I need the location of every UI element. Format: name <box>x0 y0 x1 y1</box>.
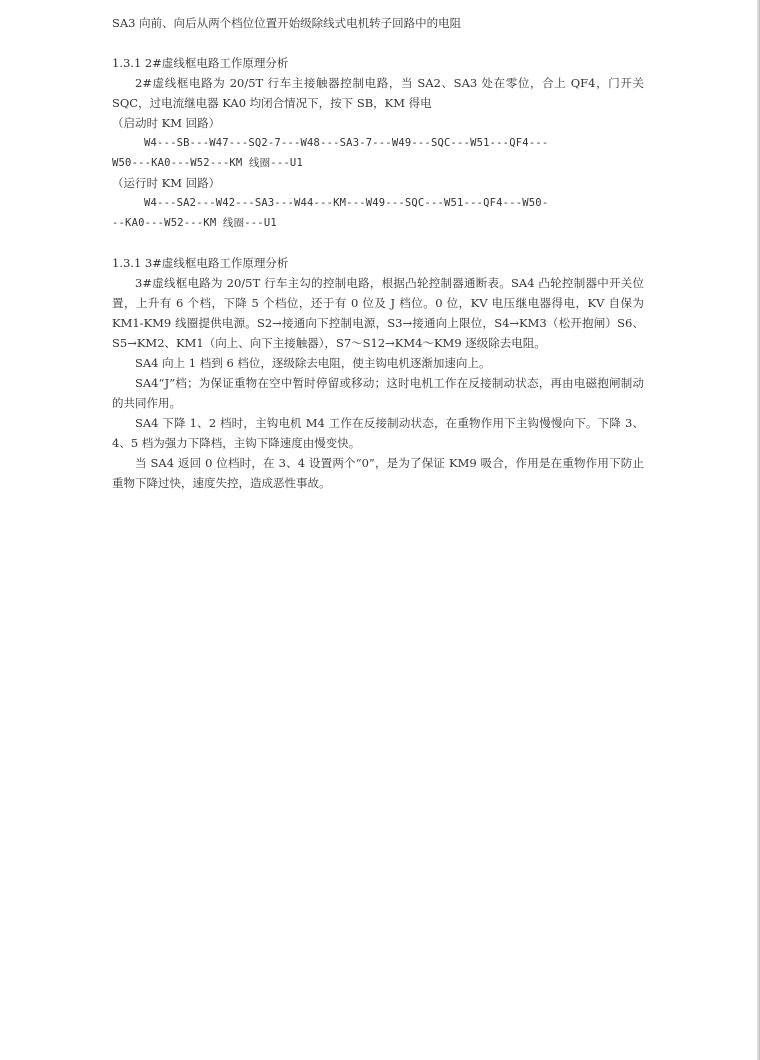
section-3-heading: 1.3.1 3#虚线框电路工作原理分析 <box>112 256 289 270</box>
run-circuit-path-line-1: W4---SA2---W42---SA3---W44---KM---W49---SQC---W51---QF4---W50- <box>144 197 549 209</box>
section-2-heading: 1.3.1 2#虚线框电路工作原理分析 <box>112 56 289 70</box>
section-3-paragraph-4: SA4 下降 1、2 档时，主钩电机 M4 工作在反接制动状态，在重物作用下主钩慢慢向下。下降 3、4、5 档为强力下降档，主钩下降速度由慢变快。 <box>112 416 644 450</box>
document-body <box>112 13 644 493</box>
section-3-paragraph-3: SA4“J”档；为保证重物在空中暂时停留或移动；这时电机工作在反接制动状态，再由电磁抱闸制动的共同作用。 <box>112 376 644 410</box>
run-circuit-path-line-2: --KA0---W52---KM 线圈---U1 <box>112 217 277 229</box>
start-circuit-path-line-2: W50---KA0---W52---KM 线圈---U1 <box>112 157 303 169</box>
run-circuit-label: （运行时 KM 回路） <box>112 176 221 190</box>
section-3-paragraph-2: SA4 向上 1 档到 6 档位，逐级除去电阻，使主钩电机逐渐加速向上。 <box>135 356 491 370</box>
start-circuit-label: （启动时 KM 回路） <box>112 116 221 130</box>
section-3-paragraph-1: 3#虚线框电路为 20/5T 行车主勾的控制电路，根据凸轮控制器通断表。SA4 凸轮控制器中开关位置，上升有 6 个档，下降 5 个档位，还于有 0 位及 J 档位。0 位，KV 电压继电器得电，KV 自保为 KM1-KM9 线圈提供电源。S2→接通向下控制电源，S3→接通向上限位，S4→KM3（松开抱闸）S6、S5→KM2、KM1（向上、向下主接触器），S7～S12→KM4～KM9 逐级除去电阻。 <box>112 276 644 350</box>
spacer <box>112 33 644 53</box>
spacer <box>112 233 644 253</box>
start-circuit-path-line-1: W4---SB---W47---SQ2-7---W48---SA3-7---W49---SQC---W51---QF4--- <box>144 137 549 149</box>
intro-line: SA3 向前、向后从两个档位位置开始级除线式电机转子回路中的电阻 <box>112 16 462 30</box>
section-3-paragraph-5: 当 SA4 返回 0 位档时，在 3、4 设置两个“0”，是为了保证 KM9 吸合，作用是在重物作用下防止重物下降过快，速度失控，造成恶性事故。 <box>112 456 644 490</box>
section-2-paragraph: 2#虚线框电路为 20/5T 行车主接触器控制电路，当 SA2、SA3 处在零位，合上 QF4，门开关 SQC，过电流继电器 KA0 均闭合情况下，按下 SB，KM 得电 <box>112 76 644 110</box>
